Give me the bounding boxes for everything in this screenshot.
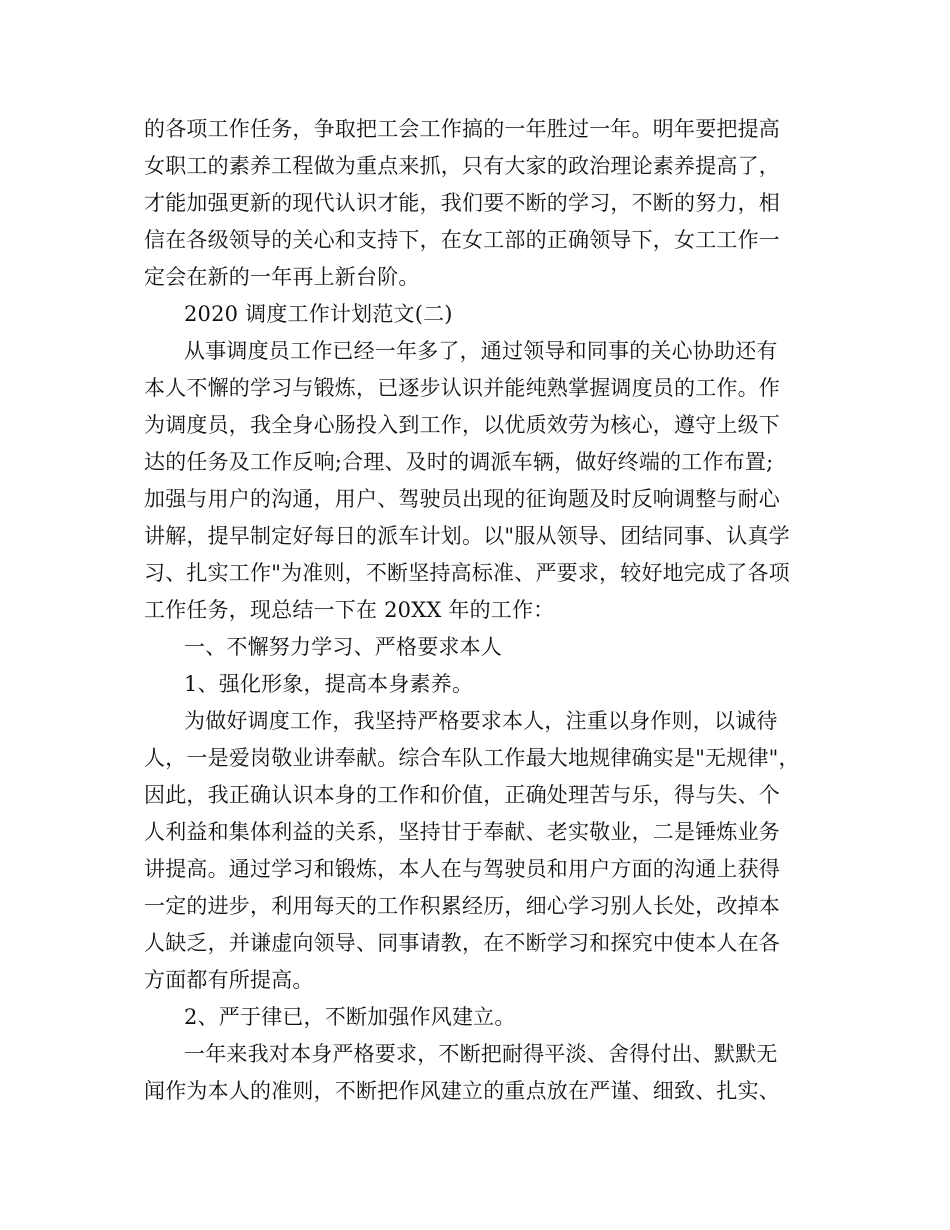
text-line: 方面都有所提高。 [144,968,314,992]
text-line: 女职工的素养工程做为重点来抓，只有大家的政治理论素养提高了， [144,154,780,178]
subsection-heading: 2、严于律已，不断加强作风建立。 [184,1005,516,1029]
section-heading: 一、不懈努力学习、严格要求本人 [184,635,502,659]
text-line: 定会在新的一年再上新台阶。 [144,265,420,289]
subsection-heading: 1、强化形象，提高本身素养。 [184,672,474,696]
text-line: 人，一是爱岗敬业讲奉献。综合车队工作最大地规律确实是"无规律"， [144,746,800,770]
text-line: 闻作为本人的准则，不断把作风建立的重点放在严谨、细致、扎实、 [144,1079,780,1103]
text-line: 一定的进步，利用每天的工作积累经历，细心学习别人长处，改掉本 [144,894,780,918]
section-heading: 2020 调度工作计划范文(二) [184,302,453,326]
text-line: 信在各级领导的关心和支持下，在女工部的正确领导下，女工工作一 [144,228,780,252]
text-line: 人利益和集体利益的关系，坚持甘于奉献、老实敬业，二是锤炼业务 [144,820,780,844]
text-line: 本人不懈的学习与锻炼，已逐步认识并能纯熟掌握调度员的工作。作 [144,376,780,400]
text-line: 为做好调度工作，我坚持严格要求本人，注重以身作则，以诚待 [184,709,778,733]
text-line: 讲解，提早制定好每日的派车计划。以"服从领导、团结同事、认真学 [144,524,790,548]
text-line: 讲提高。通过学习和锻炼，本人在与驾驶员和用户方面的沟通上获得 [144,857,780,881]
text-line: 工作任务，现总结一下在 20XX 年的工作： [144,598,555,622]
text-line: 人缺乏，并谦虚向领导、同事请教，在不断学习和探究中使本人在各 [144,931,780,955]
text-line: 达的任务及工作反响;合理、及时的调派车辆，做好终端的工作布置; [144,450,774,474]
text-line: 的各项工作任务，争取把工会工作搞的一年胜过一年。明年要把提高 [144,117,780,141]
text-line: 一年来我对本身严格要求，不断把耐得平淡、舍得付出、默默无 [184,1042,778,1066]
text-line: 加强与用户的沟通，用户、驾驶员出现的征询题及时反响调整与耐心 [144,487,780,511]
text-line: 才能加强更新的现代认识才能，我们要不断的学习，不断的努力，相 [144,191,780,215]
text-line: 为调度员，我全身心肠投入到工作，以优质效劳为核心，遵守上级下 [144,413,780,437]
text-line: 因此，我正确认识本身的工作和价值，正确处理苦与乐，得与失、个 [144,783,780,807]
text-line: 从事调度员工作已经一年多了，通过领导和同事的关心协助还有 [184,339,778,363]
text-line: 习、扎实工作"为准则，不断坚持高标准、严要求，较好地完成了各项 [144,561,790,585]
